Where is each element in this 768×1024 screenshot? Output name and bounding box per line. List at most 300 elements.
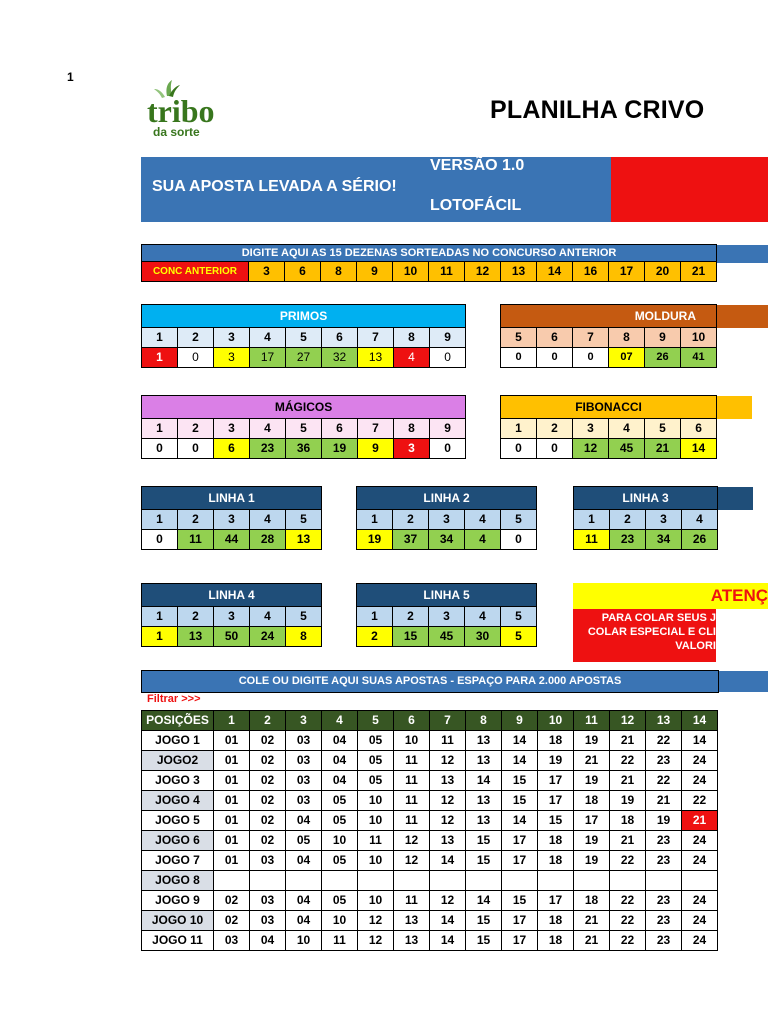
jogo-number-cell[interactable]: 13 (430, 771, 466, 791)
jogo-number-cell[interactable]: 14 (682, 731, 718, 751)
jogo-number-cell[interactable]: 18 (538, 731, 574, 751)
jogo-number-cell[interactable]: 11 (358, 831, 394, 851)
magicos-header: 2 (178, 419, 214, 439)
jogo-number-cell[interactable]: 11 (394, 771, 430, 791)
jogo-number-cell[interactable]: 17 (538, 771, 574, 791)
banner-red-block (611, 157, 768, 222)
linha5-header: 2 (393, 607, 429, 627)
magicos-value: 36 (286, 439, 322, 459)
linha4-value: 13 (178, 627, 214, 647)
jogo-number-cell[interactable] (538, 871, 574, 891)
linha2-header: 4 (465, 510, 501, 530)
jogo-number-cell[interactable]: 17 (538, 891, 574, 911)
concurso-number[interactable]: 10 (393, 262, 429, 282)
jogo-number-cell[interactable]: 02 (250, 791, 286, 811)
jogo-number-cell[interactable]: 18 (538, 851, 574, 871)
jogo-number-cell[interactable] (394, 871, 430, 891)
primos-header: 3 (214, 328, 250, 348)
jogo-number-cell[interactable]: 19 (610, 791, 646, 811)
jogo-number-cell[interactable]: 23 (646, 931, 682, 951)
jogo-number-cell[interactable]: 05 (286, 831, 322, 851)
jogo-number-cell[interactable]: 15 (466, 831, 502, 851)
jogo-number-cell[interactable]: 14 (430, 931, 466, 951)
apostas-body (142, 731, 718, 951)
jogo-number-cell[interactable]: 01 (214, 751, 250, 771)
jogo-number-cell[interactable]: 04 (286, 851, 322, 871)
concurso-number[interactable]: 3 (249, 262, 285, 282)
jogo-number-cell[interactable]: 24 (682, 931, 718, 951)
svg-text:tribo: tribo (147, 93, 215, 129)
primos-header: 4 (250, 328, 286, 348)
jogo-number-cell[interactable]: 19 (574, 771, 610, 791)
linha2-title: LINHA 2 (357, 487, 537, 510)
moldura-value: 0 (501, 348, 537, 368)
jogo-number-cell[interactable]: 01 (214, 791, 250, 811)
primos-header: 6 (322, 328, 358, 348)
positions-label: POSIÇÕES (142, 711, 214, 731)
primos-value: 3 (214, 348, 250, 368)
atencao-line: VALORI (675, 640, 716, 652)
moldura-header: 10 (681, 328, 717, 348)
linha1-header: 1 (142, 510, 178, 530)
jogo-number-cell[interactable]: 18 (574, 791, 610, 811)
fibonacci-header: 3 (573, 419, 609, 439)
jogo-number-cell[interactable]: 24 (682, 911, 718, 931)
jogo-number-cell[interactable]: 10 (358, 811, 394, 831)
page-number: 1 (67, 70, 74, 84)
jogo-number-cell[interactable]: 19 (646, 811, 682, 831)
jogo-number-cell[interactable]: 13 (466, 731, 502, 751)
banner-version: VERSÃO 1.0 (430, 157, 525, 174)
linha5-value: 15 (393, 627, 429, 647)
jogo-number-cell[interactable]: 14 (502, 731, 538, 751)
jogo-number-cell[interactable]: 13 (430, 831, 466, 851)
fibonacci-value: 21 (645, 439, 681, 459)
jogo-number-cell[interactable]: 04 (286, 811, 322, 831)
linha4-header: 3 (214, 607, 250, 627)
primos-value: 17 (250, 348, 286, 368)
jogo-number-cell[interactable]: 21 (610, 731, 646, 751)
magicos-header: 5 (286, 419, 322, 439)
concurso-number[interactable]: 17 (609, 262, 645, 282)
magicos-value: 0 (178, 439, 214, 459)
magicos-value: 3 (394, 439, 430, 459)
concurso-title: DIGITE AQUI AS 15 DEZENAS SORTEADAS NO CONCURSO ANTERIOR (142, 245, 717, 262)
magicos-table (141, 395, 466, 459)
jogo-number-cell[interactable]: 23 (646, 851, 682, 871)
linha5-header: 4 (465, 607, 501, 627)
jogo-number-cell[interactable]: 12 (358, 931, 394, 951)
jogo-number-cell[interactable]: 05 (322, 891, 358, 911)
jogo-number-cell[interactable]: 11 (430, 731, 466, 751)
apostas-title: COLE OU DIGITE AQUI SUAS APOSTAS - ESPAÇO PARA 2.000 APOSTAS (141, 670, 719, 693)
jogo-number-cell[interactable]: 11 (394, 891, 430, 911)
fibonacci-value: 0 (501, 439, 537, 459)
jogo-number-cell[interactable] (358, 871, 394, 891)
linha2-value: 34 (429, 530, 465, 550)
jogo-number-cell[interactable]: 10 (394, 731, 430, 751)
jogo-number-cell[interactable]: 05 (322, 791, 358, 811)
jogo-number-cell[interactable]: 21 (646, 791, 682, 811)
concurso-number[interactable]: 20 (645, 262, 681, 282)
moldura-title: MOLDURA (501, 305, 717, 328)
jogo-number-cell[interactable]: 12 (394, 831, 430, 851)
jogo-number-cell[interactable] (214, 871, 250, 891)
magicos-value: 19 (322, 439, 358, 459)
position-header: 1 (214, 711, 250, 731)
jogo-number-cell[interactable]: 04 (322, 731, 358, 751)
jogo-number-cell[interactable]: 13 (466, 751, 502, 771)
primos-header: 2 (178, 328, 214, 348)
primos-value: 4 (394, 348, 430, 368)
linha1-value: 44 (214, 530, 250, 550)
jogo-number-cell[interactable] (466, 871, 502, 891)
jogo-number-cell[interactable]: 24 (682, 851, 718, 871)
jogo-number-cell[interactable]: 18 (538, 931, 574, 951)
jogo-number-cell[interactable]: 15 (502, 891, 538, 911)
jogo-number-cell[interactable]: 12 (430, 751, 466, 771)
moldura-value: 0 (573, 348, 609, 368)
linha2-value: 19 (357, 530, 393, 550)
position-header: 4 (322, 711, 358, 731)
linha3-value: 34 (646, 530, 682, 550)
jogo-number-cell[interactable]: 13 (394, 911, 430, 931)
table-row (142, 891, 718, 911)
linha2-value: 37 (393, 530, 429, 550)
primos-value: 0 (430, 348, 466, 368)
jogo-number-cell[interactable]: 24 (682, 891, 718, 911)
linha4-header: 5 (286, 607, 322, 627)
concurso-number[interactable]: 12 (465, 262, 501, 282)
jogo-number-cell[interactable]: 03 (286, 771, 322, 791)
jogo-number-cell[interactable]: 15 (502, 791, 538, 811)
jogo-number-cell[interactable]: 04 (286, 911, 322, 931)
jogo-number-cell[interactable]: 22 (610, 911, 646, 931)
linha4-header: 4 (250, 607, 286, 627)
jogo-number-cell[interactable]: 03 (286, 751, 322, 771)
linha1-header: 4 (250, 510, 286, 530)
jogo-number-cell[interactable]: 10 (358, 791, 394, 811)
jogo-number-cell[interactable]: 22 (646, 731, 682, 751)
page-title: PLANILHA CRIVO (490, 96, 705, 124)
concurso-side-bar (717, 245, 768, 263)
jogo-number-cell[interactable]: 04 (322, 771, 358, 791)
jogo-number-cell[interactable] (250, 871, 286, 891)
jogo-label: JOGO 1 (142, 731, 214, 751)
magicos-header: 7 (358, 419, 394, 439)
jogo-number-cell[interactable] (502, 871, 538, 891)
jogo-number-cell[interactable]: 02 (250, 751, 286, 771)
jogo-number-cell[interactable]: 24 (682, 751, 718, 771)
linha5-table (356, 583, 537, 647)
linha4-value: 24 (250, 627, 286, 647)
jogo-number-cell[interactable]: 22 (682, 791, 718, 811)
linha4-header: 2 (178, 607, 214, 627)
table-row (142, 791, 718, 811)
jogo-number-cell[interactable]: 05 (358, 731, 394, 751)
svg-text:da sorte: da sorte (153, 125, 200, 139)
magicos-value: 6 (214, 439, 250, 459)
jogo-number-cell[interactable]: 19 (574, 851, 610, 871)
jogo-number-cell[interactable]: 10 (358, 891, 394, 911)
linha2-header: 3 (429, 510, 465, 530)
magicos-value: 0 (142, 439, 178, 459)
position-header: 5 (358, 711, 394, 731)
magicos-header: 3 (214, 419, 250, 439)
jogo-number-cell[interactable]: 03 (250, 851, 286, 871)
magicos-header: 8 (394, 419, 430, 439)
atencao-text (573, 609, 716, 662)
jogo-number-cell[interactable]: 10 (322, 911, 358, 931)
jogo-number-cell[interactable]: 04 (250, 931, 286, 951)
fibonacci-header: 1 (501, 419, 537, 439)
jogo-number-cell[interactable]: 14 (502, 811, 538, 831)
position-header: 8 (466, 711, 502, 731)
jogo-number-cell[interactable]: 21 (574, 751, 610, 771)
table-row (142, 851, 718, 871)
position-header: 2 (250, 711, 286, 731)
jogo-number-cell[interactable]: 04 (322, 751, 358, 771)
jogo-number-cell[interactable]: 23 (646, 911, 682, 931)
jogo-number-cell[interactable]: 13 (466, 811, 502, 831)
jogo-number-cell[interactable]: 04 (286, 891, 322, 911)
jogo-number-cell[interactable]: 19 (574, 731, 610, 751)
jogo-number-cell[interactable]: 02 (250, 731, 286, 751)
jogo-number-cell[interactable] (574, 871, 610, 891)
linha4-header: 1 (142, 607, 178, 627)
jogo-number-cell[interactable]: 14 (430, 851, 466, 871)
linha1-header: 5 (286, 510, 322, 530)
linha5-header: 5 (501, 607, 537, 627)
jogo-number-cell[interactable]: 14 (430, 911, 466, 931)
jogo-label: JOGO 4 (142, 791, 214, 811)
jogo-number-cell[interactable] (682, 871, 718, 891)
concurso-number[interactable]: 11 (429, 262, 465, 282)
linha3-side-bar (718, 487, 753, 510)
table-row (142, 771, 718, 791)
table-row (142, 871, 718, 891)
jogo-number-cell[interactable]: 23 (646, 891, 682, 911)
jogo-number-cell[interactable]: 12 (430, 811, 466, 831)
fibonacci-title: FIBONACCI (501, 396, 717, 419)
jogo-number-cell[interactable]: 01 (214, 851, 250, 871)
jogo-number-cell[interactable]: 22 (646, 771, 682, 791)
fibonacci-side-bar (717, 396, 752, 419)
jogo-number-cell[interactable]: 02 (214, 911, 250, 931)
atencao-line: PARA COLAR SEUS J (601, 612, 716, 624)
jogo-number-cell[interactable]: 22 (610, 931, 646, 951)
concurso-number[interactable]: 14 (537, 262, 573, 282)
jogo-number-cell[interactable]: 18 (574, 891, 610, 911)
jogo-number-cell[interactable]: 23 (646, 751, 682, 771)
jogo-number-cell[interactable]: 12 (358, 911, 394, 931)
moldura-header: 5 (501, 328, 537, 348)
jogo-number-cell[interactable]: 15 (502, 771, 538, 791)
jogo-number-cell[interactable]: 18 (538, 911, 574, 931)
moldura-header: 9 (645, 328, 681, 348)
fibonacci-header: 4 (609, 419, 645, 439)
jogo-label: JOGO 3 (142, 771, 214, 791)
magicos-value: 0 (430, 439, 466, 459)
linha4-value: 1 (142, 627, 178, 647)
position-header: 11 (574, 711, 610, 731)
magicos-header: 6 (322, 419, 358, 439)
jogo-number-cell[interactable]: 11 (394, 791, 430, 811)
jogo-number-cell[interactable]: 02 (250, 771, 286, 791)
jogo-number-cell[interactable]: 15 (466, 931, 502, 951)
jogo-number-cell[interactable]: 14 (502, 751, 538, 771)
linha5-value: 5 (501, 627, 537, 647)
linha4-title: LINHA 4 (142, 584, 322, 607)
jogo-number-cell[interactable]: 11 (394, 751, 430, 771)
jogo-number-cell[interactable]: 21 (574, 911, 610, 931)
jogo-number-cell[interactable]: 05 (358, 771, 394, 791)
primos-value: 13 (358, 348, 394, 368)
apostas-side-bar (719, 671, 768, 692)
linha2-value: 4 (465, 530, 501, 550)
jogo-number-cell[interactable]: 10 (286, 931, 322, 951)
jogo-number-cell[interactable]: 10 (358, 851, 394, 871)
jogo-number-cell[interactable]: 24 (682, 771, 718, 791)
linha4-value: 50 (214, 627, 250, 647)
jogo-number-cell[interactable]: 19 (574, 831, 610, 851)
jogo-number-cell[interactable]: 02 (250, 831, 286, 851)
jogo-number-cell[interactable] (286, 871, 322, 891)
jogo-number-cell[interactable]: 21 (610, 771, 646, 791)
linha2-header: 2 (393, 510, 429, 530)
jogo-number-cell[interactable]: 13 (466, 791, 502, 811)
jogo-number-cell[interactable]: 17 (502, 931, 538, 951)
primos-header: 1 (142, 328, 178, 348)
position-header: 10 (538, 711, 574, 731)
jogo-number-cell[interactable]: 03 (250, 891, 286, 911)
jogo-number-cell[interactable] (430, 871, 466, 891)
concurso-label: CONC ANTERIOR (142, 262, 249, 282)
magicos-header: 4 (250, 419, 286, 439)
jogo-number-cell[interactable]: 11 (394, 811, 430, 831)
moldura-value: 07 (609, 348, 645, 368)
linha1-header: 3 (214, 510, 250, 530)
concurso-number[interactable]: 21 (681, 262, 717, 282)
jogo-number-cell[interactable]: 14 (466, 771, 502, 791)
jogo-label: JOGO 9 (142, 891, 214, 911)
jogo-number-cell[interactable]: 03 (286, 731, 322, 751)
position-header: 12 (610, 711, 646, 731)
primos-title: PRIMOS (142, 305, 466, 328)
jogo-number-cell[interactable]: 12 (394, 851, 430, 871)
concurso-number[interactable]: 9 (357, 262, 393, 282)
linha3-title: LINHA 3 (574, 487, 718, 510)
jogo-number-cell[interactable]: 17 (502, 831, 538, 851)
jogo-number-cell[interactable] (610, 871, 646, 891)
concurso-number[interactable]: 13 (501, 262, 537, 282)
jogo-number-cell[interactable]: 22 (610, 891, 646, 911)
jogo-number-cell[interactable]: 12 (430, 791, 466, 811)
linha2-header: 1 (357, 510, 393, 530)
jogo-number-cell[interactable]: 24 (682, 831, 718, 851)
jogo-number-cell[interactable]: 17 (538, 791, 574, 811)
jogo-number-cell[interactable]: 22 (610, 751, 646, 771)
jogo-number-cell[interactable]: 15 (538, 811, 574, 831)
moldura-header: 8 (609, 328, 645, 348)
jogo-number-cell[interactable]: 15 (466, 851, 502, 871)
jogo-number-cell[interactable]: 02 (250, 811, 286, 831)
jogo-number-cell[interactable]: 17 (502, 851, 538, 871)
linha2-value: 0 (501, 530, 537, 550)
jogo-number-cell[interactable]: 03 (214, 931, 250, 951)
jogo-number-cell[interactable]: 21 (610, 831, 646, 851)
fibonacci-header: 6 (681, 419, 717, 439)
table-row (142, 751, 718, 771)
concurso-number[interactable]: 16 (573, 262, 609, 282)
linha1-table (141, 486, 322, 550)
jogo-number-cell[interactable]: 03 (286, 791, 322, 811)
jogo-number-cell[interactable]: 01 (214, 771, 250, 791)
table-row (142, 731, 718, 751)
concurso-number[interactable]: 8 (321, 262, 357, 282)
jogo-number-cell[interactable]: 12 (430, 891, 466, 911)
jogo-number-cell[interactable]: 21 (574, 931, 610, 951)
linha3-header: 2 (610, 510, 646, 530)
position-header: 7 (430, 711, 466, 731)
primos-header: 8 (394, 328, 430, 348)
linha1-value: 0 (142, 530, 178, 550)
linha1-value: 13 (286, 530, 322, 550)
jogo-number-cell[interactable]: 01 (214, 831, 250, 851)
fibonacci-table (500, 395, 717, 459)
fibonacci-value: 45 (609, 439, 645, 459)
magicos-header: 9 (430, 419, 466, 439)
jogo-number-cell[interactable]: 01 (214, 731, 250, 751)
jogo-number-cell[interactable]: 05 (358, 751, 394, 771)
linha5-header: 1 (357, 607, 393, 627)
filter-link[interactable]: Filtrar >>> (147, 693, 201, 705)
jogo-number-cell[interactable] (646, 871, 682, 891)
jogo-number-cell[interactable]: 14 (466, 891, 502, 911)
jogo-number-cell[interactable]: 10 (322, 831, 358, 851)
primos-value: 32 (322, 348, 358, 368)
jogo-number-cell[interactable] (322, 871, 358, 891)
moldura-value: 26 (645, 348, 681, 368)
jogo-number-cell[interactable]: 23 (646, 831, 682, 851)
jogo-number-cell[interactable]: 21 (682, 811, 718, 831)
jogo-number-cell[interactable]: 17 (502, 911, 538, 931)
fibonacci-header: 2 (537, 419, 573, 439)
position-header: 14 (682, 711, 718, 731)
banner-tagline: SUA APOSTA LEVADA A SÉRIO! (152, 178, 397, 195)
moldura-header: 6 (537, 328, 573, 348)
jogo-number-cell[interactable]: 15 (466, 911, 502, 931)
jogo-number-cell[interactable]: 18 (610, 811, 646, 831)
magicos-title: MÁGICOS (142, 396, 466, 419)
jogo-number-cell[interactable]: 02 (214, 891, 250, 911)
magicos-header: 1 (142, 419, 178, 439)
jogo-number-cell[interactable]: 05 (322, 851, 358, 871)
jogo-number-cell[interactable]: 13 (394, 931, 430, 951)
jogo-number-cell[interactable]: 17 (574, 811, 610, 831)
jogo-number-cell[interactable]: 03 (250, 911, 286, 931)
jogo-number-cell[interactable]: 11 (322, 931, 358, 951)
jogo-label: JOGO 10 (142, 911, 214, 931)
linha5-title: LINHA 5 (357, 584, 537, 607)
jogo-number-cell[interactable]: 22 (610, 851, 646, 871)
concurso-number[interactable]: 6 (285, 262, 321, 282)
jogo-number-cell[interactable]: 19 (538, 751, 574, 771)
jogo-number-cell[interactable]: 18 (538, 831, 574, 851)
jogo-number-cell[interactable]: 05 (322, 811, 358, 831)
jogo-number-cell[interactable]: 01 (214, 811, 250, 831)
jogo-label: JOGO2 (142, 751, 214, 771)
